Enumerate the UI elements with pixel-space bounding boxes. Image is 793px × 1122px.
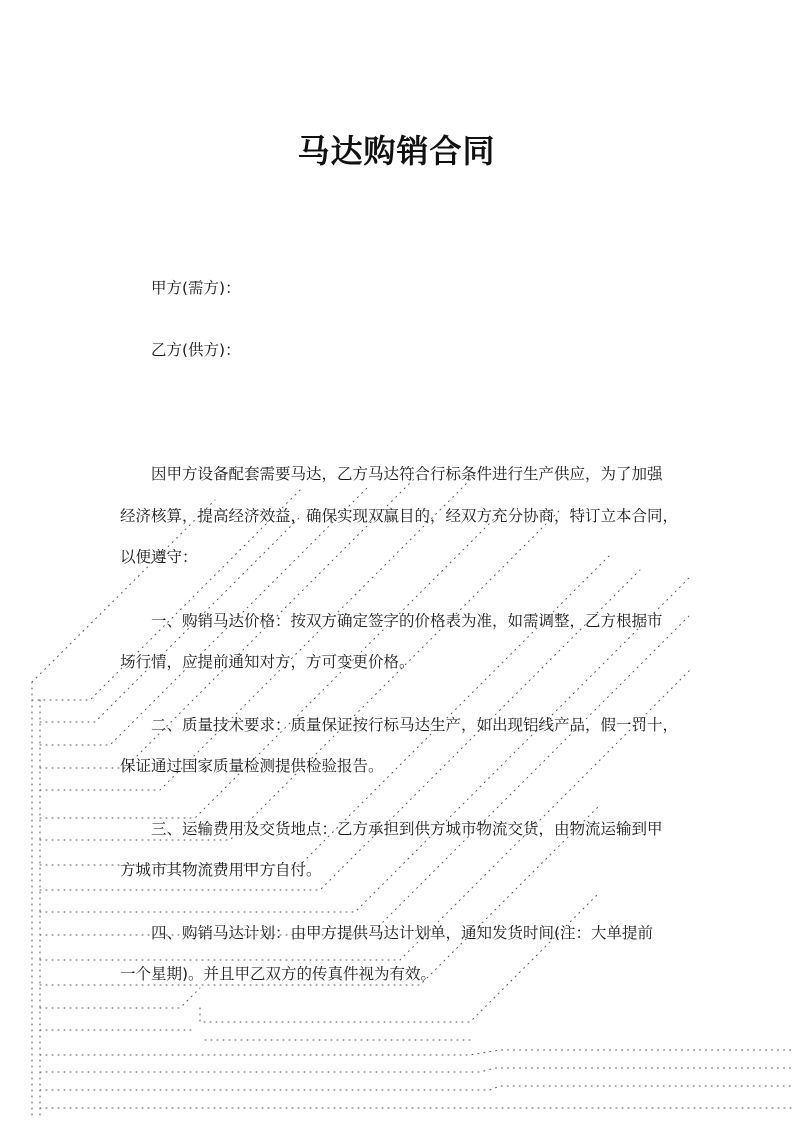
clause-line: 场行情，应提前通知对方，方可变更价格。: [120, 653, 415, 671]
clause-line: 一个星期)。并且甲乙双方的传真件视为有效。: [120, 965, 437, 983]
intro-line: 以便遵守：: [120, 548, 198, 566]
clause-line: 二、质量技术要求：质量保证按行标马达生产，如出现铝线产品，假一罚十，: [151, 716, 679, 734]
intro-line: 因甲方设备配套需要马达，乙方马达符合行标条件进行生产供应，为了加强: [151, 465, 663, 483]
clause-line: 三、运输费用及交货地点：乙方承担到供方城市物流交货，由物流运输到甲: [151, 820, 663, 838]
intro-line: 经济核算，提高经济效益，确保实现双赢目的，经双方充分协商，特订立本合同，: [120, 507, 679, 525]
clause-line: 一、购销马达价格：按双方确定签字的价格表为准，如需调整，乙方根据市: [151, 612, 663, 630]
clause-line: 保证通过国家质量检测提供检验报告。: [120, 757, 384, 775]
party-b-label: 乙方(供方)：: [151, 341, 241, 359]
clause-line: 方城市其物流费用甲方自付。: [120, 861, 322, 879]
contract-title: 马达购销合同: [297, 132, 496, 170]
party-a-label: 甲方(需方)：: [151, 279, 241, 297]
clause-line: 四、购销马达计划：由甲方提供马达计划单，通知发货时间(注：大单提前: [151, 924, 654, 942]
